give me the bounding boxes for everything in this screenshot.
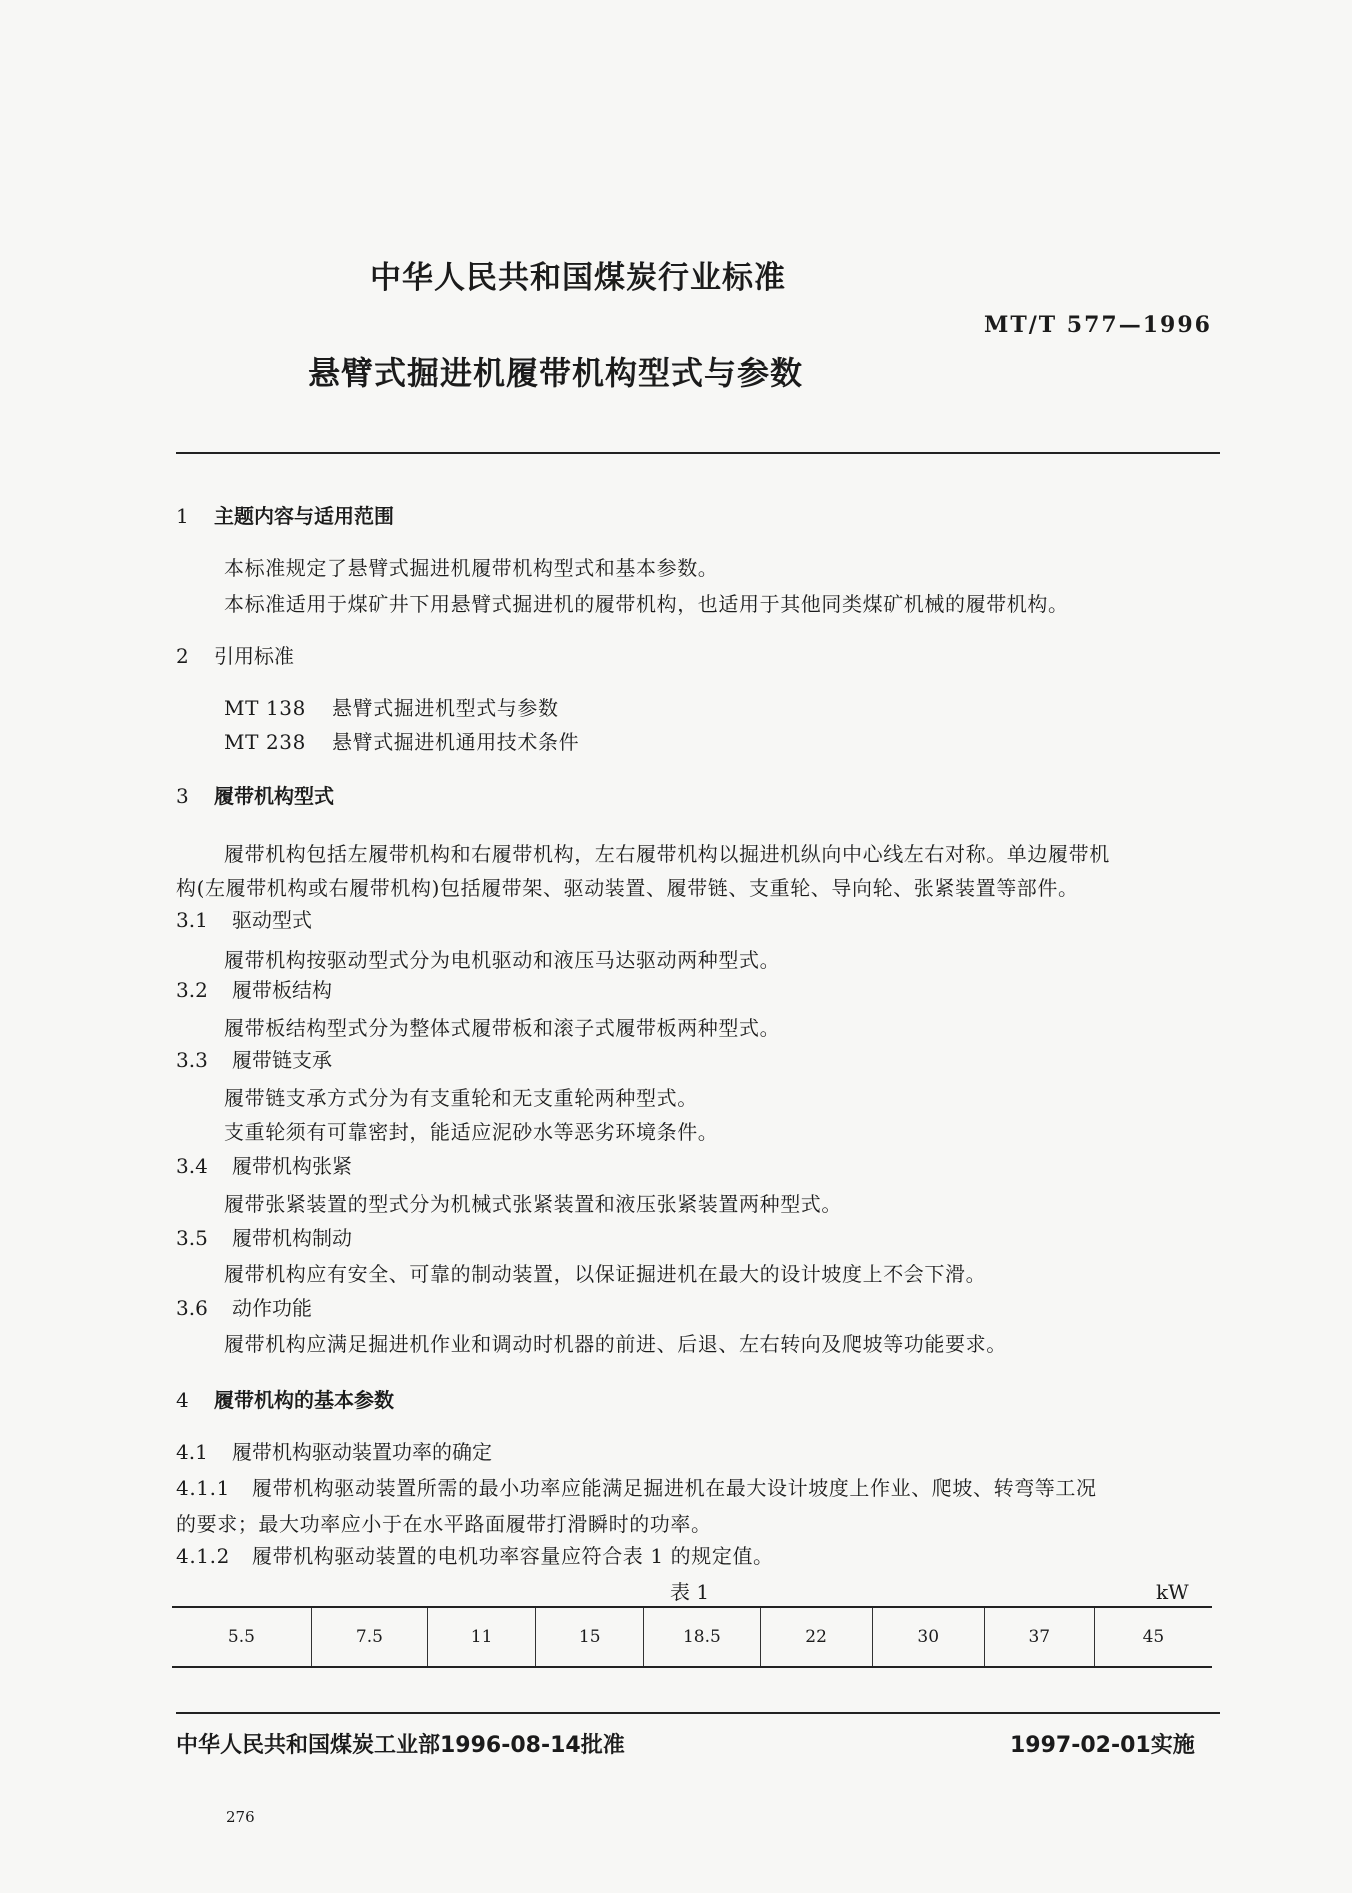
- subsection-number: 3.5: [176, 1226, 208, 1250]
- subsection-title: 驱动型式: [232, 908, 312, 932]
- reference-code: MT 238: [224, 730, 306, 754]
- section-number: 1: [176, 504, 189, 528]
- subsection-number: 3.6: [176, 1296, 208, 1320]
- paragraph: 履带机构包括左履带机构和右履带机构，左右履带机构以掘进机纵向中心线左右对称。单边履带机: [224, 842, 1110, 866]
- subsection-number: 3.4: [176, 1154, 208, 1178]
- paragraph: 本标准适用于煤矿井下用悬臂式掘进机的履带机构，也适用于其他同类煤矿机械的履带机构。: [224, 592, 1069, 616]
- paragraph: 履带机构按驱动型式分为电机驱动和液压马达驱动两种型式。: [224, 948, 781, 972]
- subsection-3-2-heading: [176, 974, 332, 1003]
- table-cell: 30: [872, 1607, 984, 1667]
- clause-4-1-2: [176, 1540, 774, 1569]
- reference-title: 悬臂式掘进机型式与参数: [332, 696, 559, 720]
- effective-date: 1997-02-01实施: [1010, 1733, 1195, 1758]
- clause-text: 履带机构驱动装置所需的最小功率应能满足掘进机在最大设计坡度上作业、爬坡、转弯等工况: [252, 1476, 1097, 1500]
- power-table: [172, 1606, 1212, 1668]
- clause-text: 履带机构驱动装置的电机功率容量应符合表 1 的规定值。: [252, 1544, 774, 1568]
- table-cell: 18.5: [644, 1607, 760, 1667]
- header-divider: [176, 452, 1220, 454]
- subsection-title: 履带板结构: [232, 978, 332, 1002]
- subsection-title: 履带机构制动: [232, 1226, 352, 1250]
- reference-item: [224, 726, 579, 755]
- subsection-3-5-heading: [176, 1222, 352, 1251]
- section-title: 履带机构的基本参数: [214, 1388, 394, 1412]
- clause-number: 4.1.1: [176, 1476, 230, 1500]
- issuing-org-heading: 中华人民共和国煤炭行业标准: [370, 260, 786, 296]
- table-row: [172, 1607, 1212, 1667]
- footer-divider: [176, 1712, 1220, 1714]
- subsection-3-3-heading: [176, 1044, 332, 1073]
- page-number: 276: [226, 1808, 255, 1826]
- table-cell: 15: [536, 1607, 644, 1667]
- paragraph: 履带机构应有安全、可靠的制动装置，以保证掘进机在最大的设计坡度上不会下滑。: [224, 1262, 987, 1286]
- subsection-title: 动作功能: [232, 1296, 312, 1320]
- section-1-heading: [176, 500, 394, 529]
- subsection-title: 履带链支承: [232, 1048, 332, 1072]
- paragraph: 履带张紧装置的型式分为机械式张紧装置和液压张紧装置两种型式。: [224, 1192, 842, 1216]
- paragraph: 的要求；最大功率应小于在水平路面履带打滑瞬时的功率。: [176, 1512, 712, 1536]
- table-cell: 11: [428, 1607, 536, 1667]
- section-number: 4: [176, 1388, 189, 1412]
- subsection-3-1-heading: [176, 904, 312, 933]
- paragraph: 履带机构应满足掘进机作业和调动时机器的前进、后退、左右转向及爬坡等功能要求。: [224, 1332, 1007, 1356]
- subsection-3-4-heading: [176, 1150, 352, 1179]
- table-title: 表 1: [670, 1580, 710, 1604]
- subsection-number: 3.1: [176, 908, 208, 932]
- section-title: 主题内容与适用范围: [214, 504, 394, 528]
- section-2-heading: [176, 640, 294, 669]
- paragraph: 构(左履带机构或右履带机构)包括履带架、驱动装置、履带链、支重轮、导向轮、张紧装置等部件。: [176, 876, 1079, 900]
- section-number: 3: [176, 784, 189, 808]
- subsection-title: 履带机构张紧: [232, 1154, 352, 1178]
- subsection-number: 3.2: [176, 978, 208, 1002]
- table-cell: 37: [984, 1607, 1094, 1667]
- paragraph: 履带链支承方式分为有支重轮和无支重轮两种型式。: [224, 1086, 698, 1110]
- paragraph: 本标准规定了悬臂式掘进机履带机构型式和基本参数。: [224, 556, 719, 580]
- section-4-heading: [176, 1384, 394, 1413]
- table-unit: kW: [1156, 1580, 1189, 1604]
- subsection-title: 履带机构驱动装置功率的确定: [232, 1440, 492, 1464]
- document-title: 悬臂式掘进机履带机构型式与参数: [308, 354, 804, 392]
- approval-note: 中华人民共和国煤炭工业部1996-08-14批准: [176, 1733, 625, 1758]
- paragraph: 履带板结构型式分为整体式履带板和滚子式履带板两种型式。: [224, 1016, 781, 1040]
- paragraph: 支重轮须有可靠密封，能适应泥砂水等恶劣环境条件。: [224, 1120, 719, 1144]
- table-cell: 7.5: [311, 1607, 427, 1667]
- section-title: 引用标准: [214, 644, 294, 668]
- reference-code: MT 138: [224, 696, 306, 720]
- table-cell: 22: [760, 1607, 872, 1667]
- reference-title: 悬臂式掘进机通用技术条件: [332, 730, 580, 754]
- table-cell: 45: [1094, 1607, 1212, 1667]
- subsection-number: 4.1: [176, 1440, 208, 1464]
- section-number: 2: [176, 644, 189, 668]
- subsection-number: 3.3: [176, 1048, 208, 1072]
- subsection-3-6-heading: [176, 1292, 312, 1321]
- section-3-heading: [176, 780, 334, 809]
- clause-number: 4.1.2: [176, 1544, 230, 1568]
- standard-code: MT/T 577—1996: [984, 312, 1212, 338]
- table-cell: 5.5: [172, 1607, 311, 1667]
- subsection-4-1-heading: [176, 1436, 492, 1465]
- reference-item: [224, 692, 559, 721]
- clause-4-1-1: [176, 1472, 1097, 1501]
- section-title: 履带机构型式: [214, 784, 334, 808]
